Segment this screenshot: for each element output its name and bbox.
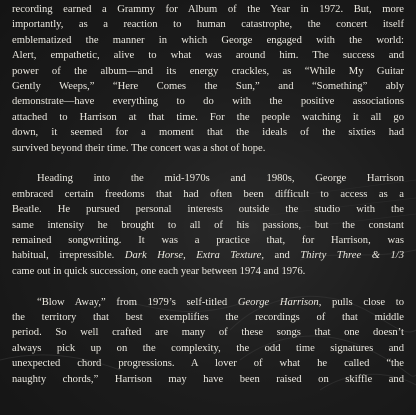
text-line: recording earned a Grammy for Album of the Year in 1972. But, more bbox=[12, 4, 404, 15]
text-line: importantly, as a reaction to human catastrophe, the concert itself bbox=[12, 19, 404, 31]
text-line: came out in quick succession, one each year between 1974 and 1976. bbox=[12, 265, 306, 277]
text-line: power of the album—and its energy crackles, as “While My Guitar bbox=[12, 65, 404, 77]
text-line: Alert, empathetic, alive to what was around him. The success and bbox=[12, 50, 404, 62]
text-line: always pick up on the complexity, the odd time signatures and bbox=[12, 342, 404, 354]
text-line: attached to Harrison at that time. For the people watching it all go bbox=[12, 111, 404, 123]
text-run: and bbox=[264, 250, 301, 262]
text-run: “Blow Away,” from 1979’s self-titled bbox=[37, 296, 238, 308]
text-line: naughty chords,” Harrison may have been raised on skiffle and bbox=[12, 373, 404, 385]
text-line bbox=[37, 295, 404, 310]
text-line: Gently Weeps,” “Here Comes the Sun,” and “Something” ably bbox=[12, 81, 404, 92]
text-line: remained songwriting. It was a practice that, for Harrison, was bbox=[12, 235, 404, 246]
text-line: demonstrate—have everything to do with the positive associations bbox=[12, 96, 404, 108]
text-line: period. So well crafted are many of these songs that one doesn’t bbox=[12, 327, 404, 339]
text-line: embraced certain freedoms that had often been difficult to access as a bbox=[12, 188, 404, 200]
text-line: unexpected chord progressions. A lover of what he called “the bbox=[12, 358, 404, 370]
text-line: emblematized the manner in which George engaged with the world: bbox=[12, 34, 404, 46]
text-run: habitual, irrepressible. bbox=[12, 250, 125, 262]
text-line bbox=[12, 248, 404, 263]
text-line: same intensity he brought to all of his passions, but the constant bbox=[12, 219, 404, 231]
album-title: Dark Horse, Extra Texture, bbox=[124, 250, 264, 262]
text-run: , pulls close to bbox=[318, 296, 404, 308]
text-line: Beatle. He pursued personal interests outside the studio with the bbox=[12, 204, 404, 216]
album-title: George Harrison bbox=[237, 296, 319, 308]
text-line: down, it seemed for a moment that the ideals of the sixties had bbox=[12, 127, 404, 139]
text-line: the territory that best exemplifies the recordings of that middle bbox=[12, 312, 404, 323]
text-line: survived beyond their time. The concert was a shot of hope. bbox=[12, 142, 266, 154]
text-line: Heading into the mid-1970s and 1980s, George Harrison bbox=[37, 173, 404, 185]
album-title: Thirty Three & 1/3 bbox=[300, 250, 405, 262]
